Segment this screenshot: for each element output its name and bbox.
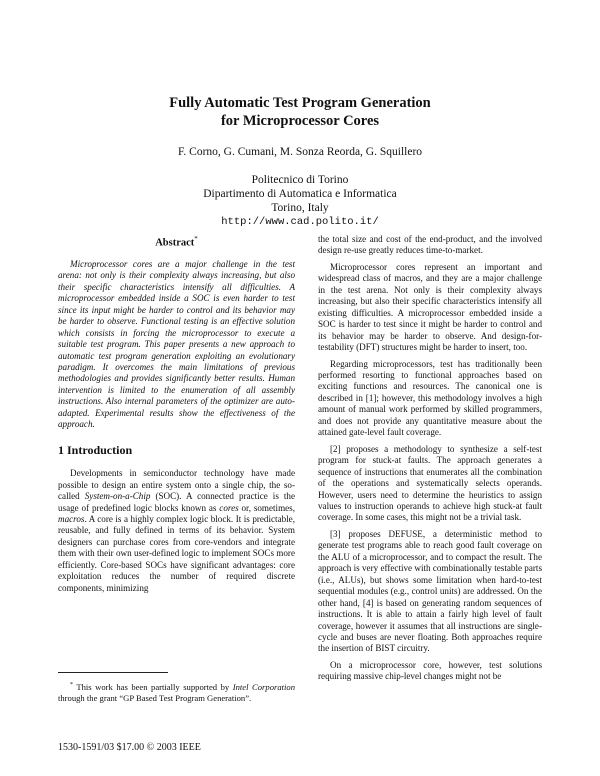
right-column: [318, 234, 542, 683]
copyright-line: 1530-1591/03 $17.00 © 2003 IEEE: [58, 742, 201, 753]
section-heading-introduction: 1 Introduction: [58, 442, 133, 457]
department: Dipartimento di Automatica e Informatica: [203, 188, 397, 200]
soc-term: System-on-a-Chip: [84, 491, 151, 502]
footnote-sponsor: Intel Corporation: [232, 681, 295, 692]
intro-p1-c: or, sometimes,: [238, 502, 295, 513]
intro-p1-d: . A core is a highly complex logic block. It is predictable, reusable, and fully defined in terms of its behavior. System designers can purchase cores from core-vendors and integrate them with their own user-defined logic to implement SOCs more efficiently. Core-based SOCs have significant advantages: core exploitation reduces the number of required discrete components, minimizing: [58, 514, 295, 593]
title-line-2: for Microprocessor Cores: [220, 113, 380, 129]
lab-url[interactable]: http://www.cad.polito.it/: [221, 216, 379, 228]
institution: Politecnico di Torino: [251, 174, 349, 186]
footnote-divider: [58, 672, 168, 673]
author-list: F. Corno, G. Cumani, M. Sonza Reorda, G. Squillero: [177, 146, 423, 158]
intro-p1-b: (SOC). A connected practice is the usage of predefined logic blocks known as: [58, 491, 296, 513]
footnote-text-a: This work has been partially supported by: [73, 681, 233, 692]
macros-term: macros: [58, 514, 85, 525]
footnote-text-b: through the grant “GP Based Test Program Generation”.: [58, 692, 252, 703]
title-line-1: Fully Automatic Test Program Generation: [169, 95, 431, 111]
intro-paragraph-5: [3] proposes DEFUSE, a deterministic method to generate test programs able to reach good fault coverage on the ALU of a microprocessor, and to compact the result. The approach is very effective with combinationally testable parts (i.e., ALUs), but shows some limitation when hard-to-test sequential modules (e.g., control units) are addressed. On the other hand, [4] is based on generating random sequences of instructions. It is able to attain a fairly high level of fault coverage, however it assumes that all instructions are single-cycle and buses are never floating. Both approaches require the insertion of BIST circuitry.: [318, 528, 542, 654]
intro-paragraph-1-cont: the total size and cost of the end-product, and the involved design re-use greatly reduces time-to-market.: [318, 234, 542, 256]
abstract-heading: [58, 234, 295, 249]
footnote-marker: *: [70, 682, 73, 688]
intro-paragraph-1: [58, 468, 295, 594]
intro-paragraph-4: [2] proposes a methodology to synthesize a self-test program for stuck-at faults. The approach generates a sequence of instructions that enumerates all the combination of the operations and systematically selects operands. However, users need to determine the heuristics to assign values to instruction operands to achieve high stuck-at fault coverage. In some cases, this might not be a trivial task.: [318, 443, 542, 523]
cores-term: cores: [219, 502, 239, 513]
abstract-text: Microprocessor cores are a major challenge in the test arena: not only is their complexity always increasing, but also their specific characteristics intensify all difficulties. A microprocessor embedded inside a SOC is even harder to test since its input might be harder to control and its behavior may be harder to observe. Functional testing is an effective solution which consists in forcing the microprocessor to execute a suitable test program. This paper presents a new approach to automatic test program generation exploiting an evolutionary paradigm. It overcomes the main limitations of previous methodologies and provides significantly better results. Human intervention is limited to the enumeration of all assembly instructions. Also internal parameters of the optimizer are auto-adapted. Experimental results show the effectiveness of the approach.: [58, 258, 295, 430]
footnote: [58, 680, 295, 704]
intro-p1-a: Developments in semiconductor technology have made possible to design an entire system onto a single chip, the so-called: [58, 468, 295, 502]
intro-paragraph-2: Microprocessor cores represent an important and widespread class of macros, and they are a major challenge in the test arena. Not only is their complexity always increasing, but also their specific characteristics intensify all existing difficulties. A microprocessor embedded inside a SOC is harder to test since it might be harder to control and its behavior may be harder to observe. And design-for-testability (DFT) structures might be harder to insert, too.: [318, 261, 542, 353]
paper-title: [0, 94, 600, 130]
left-column: [58, 234, 295, 594]
intro-paragraph-3: Regarding microprocessors, test has traditionally been performed resorting to functional approaches based on exciting functions and resources. The canonical one is described in [1]; however, this methodology involves a high amount of manual work performed by skilled programmers, and does not provide any quantitative measure about the attained gate-level fault coverage.: [318, 358, 542, 438]
affiliation: [0, 173, 600, 229]
intro-paragraph-6: On a microprocessor core, however, test solutions requiring massive chip-level changes might not be: [318, 659, 542, 682]
abstract-heading-text: Abstract: [155, 237, 195, 249]
city: Torino, Italy: [271, 202, 329, 214]
abstract-footnote-marker: *: [194, 235, 198, 243]
